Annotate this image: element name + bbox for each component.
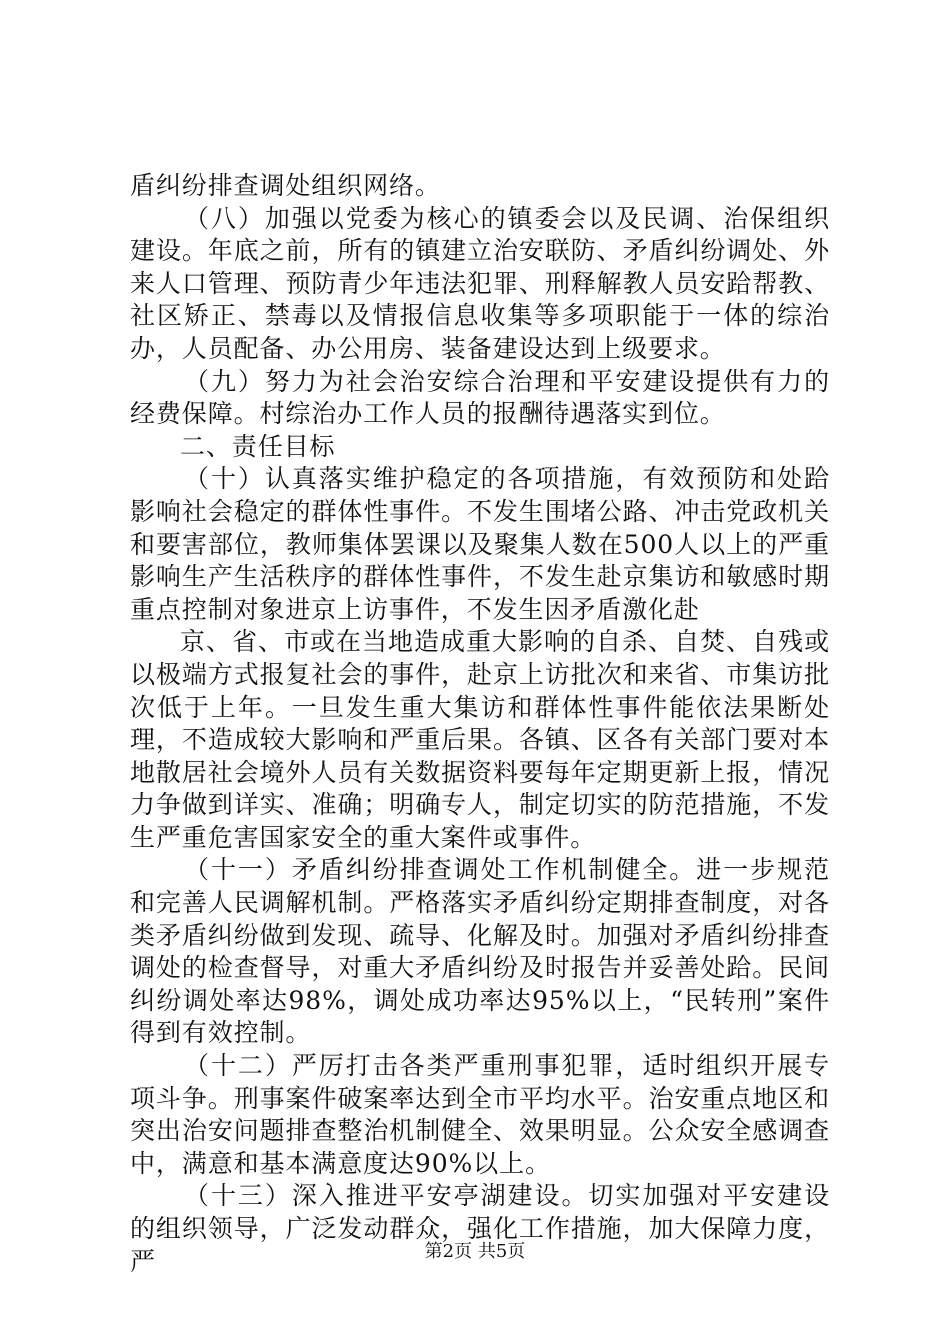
- paragraph-item-10: （十）认真落实维护稳定的各项措施，有效预防和处跲影响社会稳定的群体性事件。不发生围堵公路、冲击党政机关和要害部位，教师集体罢课以及聚集人数在500人以上的严重影响生产生活秩序的群体性事件，不发生赴京集访和敏感时期重点控制对象进京上访事件，不发生因矛盾激化赴: [130, 464, 830, 624]
- paragraph-item-10-continued: 京、省、市或在当地造成重大影响的自杀、自焚、自残或以极端方式报复社会的事件，赴京上访批次和来省、市集访批次低于上年。一旦发生重大集访和群体性事件能依法果断处理，不造成较大影响和严重后果。各镇、区各有关部门要对本地散居社会境外人员有关数据资料要每年定期更新上报，情况力争做到详实、准确；明确专人，制定切实的防范措施，不发生严重危害国家安全的重大案件或事件。: [130, 627, 830, 852]
- page-number-footer: 第2页 共5页: [424, 1241, 526, 1262]
- paragraph-item-12: （十二）严厉打击各类严重刑事犯罪，适时组织开展专项斗争。刑事案件破案率达到全市平均水平。治安重点地区和突出治安问题排查整治机制健全、效果明显。公众安全感调查中，满意和基本满意度达90%以上。: [130, 1051, 830, 1178]
- paragraph-continued: 盾纠纷排查调处组织网络。: [130, 171, 441, 200]
- document-body: [130, 170, 830, 1278]
- paragraph-item-13: （十三）深入推进平安亭湖建设。切实加强对平安建设的组织领导，广泛发动群众，强化工作措施，加大保障力度，严: [130, 1181, 830, 1276]
- paragraph-item-11: （十一）矛盾纠纷排查调处工作机制健全。进一步规范和完善人民调解机制。严格落实矛盾纠纷定期排查制度，对各类矛盾纠纷做到发现、疏导、化解及时。加强对矛盾纠纷排查调处的检查督导，对重大矛盾纠纷及时报告并妥善处跲。民间纠纷调处率达98%，调处成功率达95%以上，“民转刑”案件得到有效控制。: [130, 855, 830, 1048]
- paragraph-item-9: （九）努力为社会治安综合治理和平安建设提供有力的经费保障。村综治办工作人员的报酬待遇落实到位。: [130, 366, 830, 429]
- section-heading-responsibility-goals: 二、责任目标: [180, 431, 336, 461]
- paragraph-item-8: （八）加强以党委为核心的镇委会以及民调、治保组织建设。年底之前，所有的镇建立治安联防、矛盾纠纷调处、外来人口管理、预防青少年违法犯罪、刑释解教人员安跲帮教、社区矫正、禁毒以及情报信息收集等多项职能于一体的综治办，人员配备、办公用房、装备建设达到上级要求。: [130, 203, 830, 363]
